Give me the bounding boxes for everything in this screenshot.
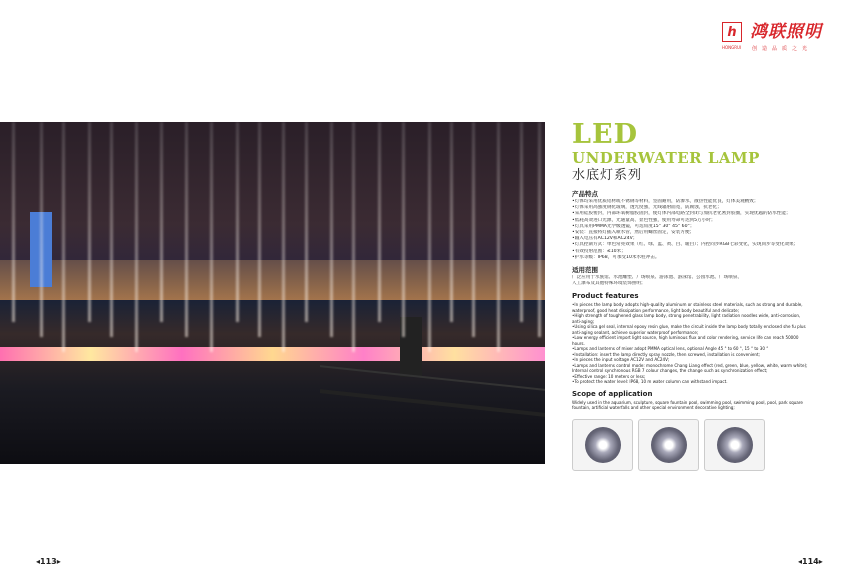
water-jet (62, 122, 65, 352)
scope-en (572, 390, 808, 411)
water-jet (40, 122, 43, 337)
list-item: •灯具采用PMMA光学级透镜，可选角度15° 30° 45° 60°； (572, 223, 695, 229)
features-en (572, 292, 808, 385)
product-image (572, 419, 633, 471)
list-item: •灯具控制方式：单色常亮效果（红、绿、蓝、黄、白、暖白）；内控同步RGB七彩变化，实现同步等变化效果； (572, 242, 799, 248)
water-jet (330, 122, 333, 337)
water-jet (352, 122, 355, 352)
product-image (638, 419, 699, 471)
list-item: •输入电压有AC12V和AC24V； (572, 236, 638, 242)
title-led: LED (572, 119, 638, 150)
heading: 适用范围 (572, 266, 598, 275)
page-number-right: ◂114▸ (798, 557, 823, 566)
water-jet (402, 122, 405, 337)
water-jet (12, 122, 15, 322)
heading: Product features (572, 292, 639, 301)
list-item: •Low energy efficient import light source, high luminous flux and color rendering, service life can reach 50000 hours. (572, 335, 799, 346)
water-jet (378, 122, 381, 322)
brand-name: 鸿联照明 (750, 22, 822, 42)
lamp-picture (651, 427, 687, 463)
list-item: •有效投射范围：≤10米； (572, 248, 626, 254)
water-jet (305, 122, 308, 322)
list-item: •Lamps and lanterns control mode: monochrome Chang Liang effect (red, green, blue, yellow, white, warm white); Internal control synchronous RGB 7 colour changes, the change such as synchronization effect; (572, 362, 808, 374)
text: 人工瀑布及其他特殊环境装饰照明； (572, 281, 646, 287)
text: Widely used in the aquarium, sculpture, square fountain pool, swimming pool, swimming pool, pool, park square fountain, artificial waterfalls and other special environment decorative lighting; (572, 399, 803, 411)
title-cn: 水底灯系列 (572, 168, 643, 183)
logo-mark-icon (722, 22, 742, 42)
heading: Scope of application (572, 389, 653, 398)
brand-slogan: 创造品质之光 (752, 46, 813, 52)
list-item: •Lamps and lanterns of mixer adopt PMMA optical lens, optional Angle 45 ° to 60 °, 15 ° to 30 ° (572, 346, 769, 352)
list-item: •安装：直接将灯插入喷水管，然后用螺丝固定，安装方便； (572, 230, 695, 236)
water-jet (88, 122, 91, 322)
text-column (572, 190, 808, 471)
fountain-night-photo (0, 122, 545, 464)
product-image (704, 419, 765, 471)
features-cn (572, 190, 808, 261)
water-jet (428, 122, 431, 352)
scope-cn (572, 266, 808, 287)
water-jet (185, 122, 188, 337)
water-jet (135, 122, 138, 352)
water-jet (520, 122, 523, 322)
water-jet (282, 122, 285, 352)
list-item: •In pieces the input voltage AC12V and AC24V; (572, 357, 670, 363)
list-item: •低耗高效进口光源，光通量高、显色性强，使用寿命可达到5万小时； (572, 217, 716, 223)
water-jet (450, 122, 453, 322)
lamp-picture (717, 427, 753, 463)
list-item: •In pieces the lamp body adopts high-quality aluminum or stainless steel materials, such as strong and durable, waterproof, good heat dissipation performance, light body beautiful and delicate; (572, 302, 803, 313)
features-cn-list (572, 199, 808, 261)
page-number-left: ◂113▸ (36, 557, 61, 566)
water-jet (110, 122, 113, 337)
logo-sub: HONGRUI (722, 45, 742, 50)
lamp-picture (585, 427, 621, 463)
water-jet (472, 122, 475, 337)
pier (320, 365, 545, 417)
water-jet (258, 122, 261, 337)
list-item: •采用硅胶密封，内部环氧树脂胶固封，使灯体内部电路全封闭与加抗老化密封胶圈，实现优越的防水性能； (572, 211, 791, 217)
product-thumbnails (572, 419, 808, 471)
list-item: •灯体采用高强度钢化玻璃，透光度强，光线辐射面宽，防腐蚀，抗老化； (572, 205, 722, 211)
water-jet (497, 122, 500, 352)
water-jet (236, 122, 239, 322)
list-item: •灯体均采用优质铝材或不锈钢等材料，坚固耐用，防渗水，散热性能优良，灯体美观精致； (572, 199, 759, 204)
water-jet (160, 122, 163, 322)
list-item: •To protect the water level: IP68, 10 m water column can withstand impact. (572, 379, 728, 385)
title-underwater-lamp: UNDERWATER LAMP (572, 149, 760, 167)
logo-mark-letter: h (727, 24, 737, 40)
water-jet (210, 122, 213, 352)
list-item: •Installation: insert the lamp directly spray nozzle, then screwed, installation is convenient; (572, 351, 760, 357)
brand-logo (722, 22, 832, 54)
heading: 产品特点 (572, 190, 598, 198)
list-item: •护水等级：IP68，可承受10米水柱冲击。 (572, 254, 660, 260)
list-item: •High strength of toughened glass lamp body, strong penetrability, light radiation noodles wide, anti-corrosion, anti-aging; (572, 313, 801, 324)
city-skyline (0, 260, 545, 300)
features-en-list (572, 302, 808, 385)
list-item: •Effective range: 10 meters or less; (572, 373, 646, 379)
fountain-lights (0, 347, 545, 361)
list-item: •Using silica gel seal, internal epoxy resin glue, make the circuit inside the lamp body totally enclosed she fu plus anti-aging sealant, achieve superior waterproof performance; (572, 324, 806, 335)
water-jet (538, 122, 541, 337)
text: 广泛应用于水族馆、水池雕塑、广场喷泉、游泳池、游泳馆、公园水池、广场喷泉、 (572, 275, 742, 281)
